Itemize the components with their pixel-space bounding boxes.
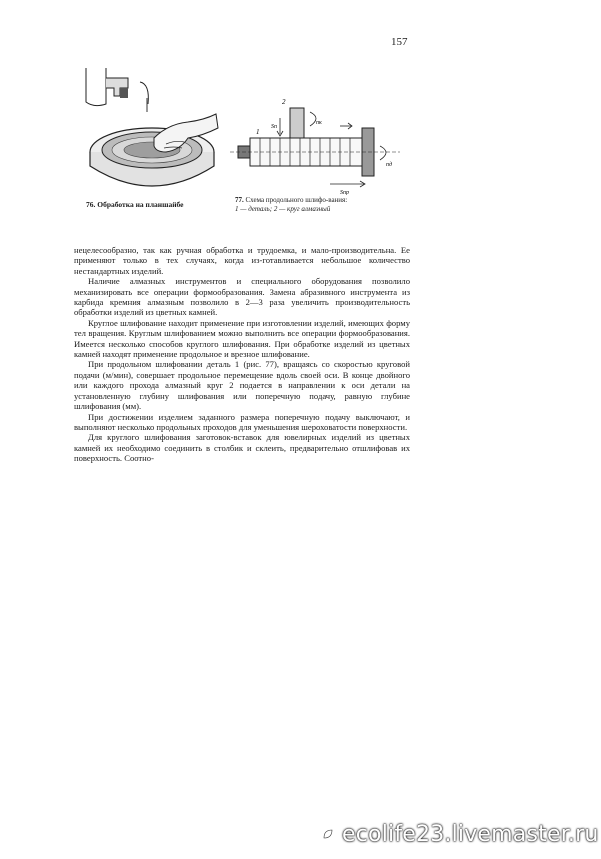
label-nd: nд	[386, 162, 393, 168]
label-spr: Sпр	[340, 190, 349, 195]
paragraph: При продольном шлифовании деталь 1 (рис. 77), вращаясь со скоростью круговой подачи (м/мин), совершает продольное перемещение вдоль своей оси. В конце двойного или каждого прохода алмазный круг 2 подается в направлении к оси детали на установленную глубину шлифования или поперечную подачу, равную глубине шлифования (мм).	[74, 359, 410, 412]
body-text	[74, 245, 410, 464]
paragraph: Наличие алмазных инструментов и специального оборудования позволило механизировать все операции формообразования. Замена абразивного инструмента из карбида кремния алмазным позволило в 2—3 раза увеличить производительность обработки изделий из цветных камней.	[74, 276, 410, 318]
label-sn: Sп	[271, 124, 277, 130]
paragraph: При достижении изделием заданного размера поперечную подачу выключают, и выполняют несколько продольных проходов для уменьшения шероховатости поверхности.	[74, 411, 410, 432]
paragraph: нецелесообразно, так как ручная обработка и трудоемка, и мало-производительна. Ее применяют только в тех случаях, когда из-готавливается небольшое количество нестандартных изделий.	[74, 245, 410, 276]
figure-77-number: 77.	[235, 196, 244, 204]
figure-76-number: 76.	[86, 200, 96, 209]
figure-77-legend: 1 — деталь; 2 — круг алмазный	[235, 205, 331, 213]
figure-77-diagram	[230, 90, 400, 195]
figure-77-caption: Схема продольного шлифо-вания:	[245, 196, 348, 204]
figure-76-caption: Обработка на планшайбе	[97, 200, 184, 209]
label-nk: nк	[316, 120, 322, 126]
leaf-logo-icon	[318, 824, 338, 844]
label-one: 1	[256, 128, 260, 136]
label-two: 2	[282, 98, 286, 106]
watermark-text: ecolife23.livemaster.ru	[342, 822, 599, 847]
paragraph: Круглое шлифование находит применение при изготовлении изделий, имеющих форму тел вращения. Круглым шлифованием можно выполнить все операции формообразования. Имеется несколько способов круглого шлифования. При обработке изделий из цветных камней находят применение продольное и врезное шлифование.	[74, 317, 410, 360]
page-number: 157	[391, 36, 408, 48]
paragraph: Для круглого шлифования заготовок-вставок для ювелирных изделий из цветных камней их необходимо соединить в столбик и склеить, предварительно отшлифовав их поверхность. Соотно-	[74, 432, 410, 464]
watermark	[318, 822, 599, 847]
figure-76-illustration	[84, 66, 224, 196]
